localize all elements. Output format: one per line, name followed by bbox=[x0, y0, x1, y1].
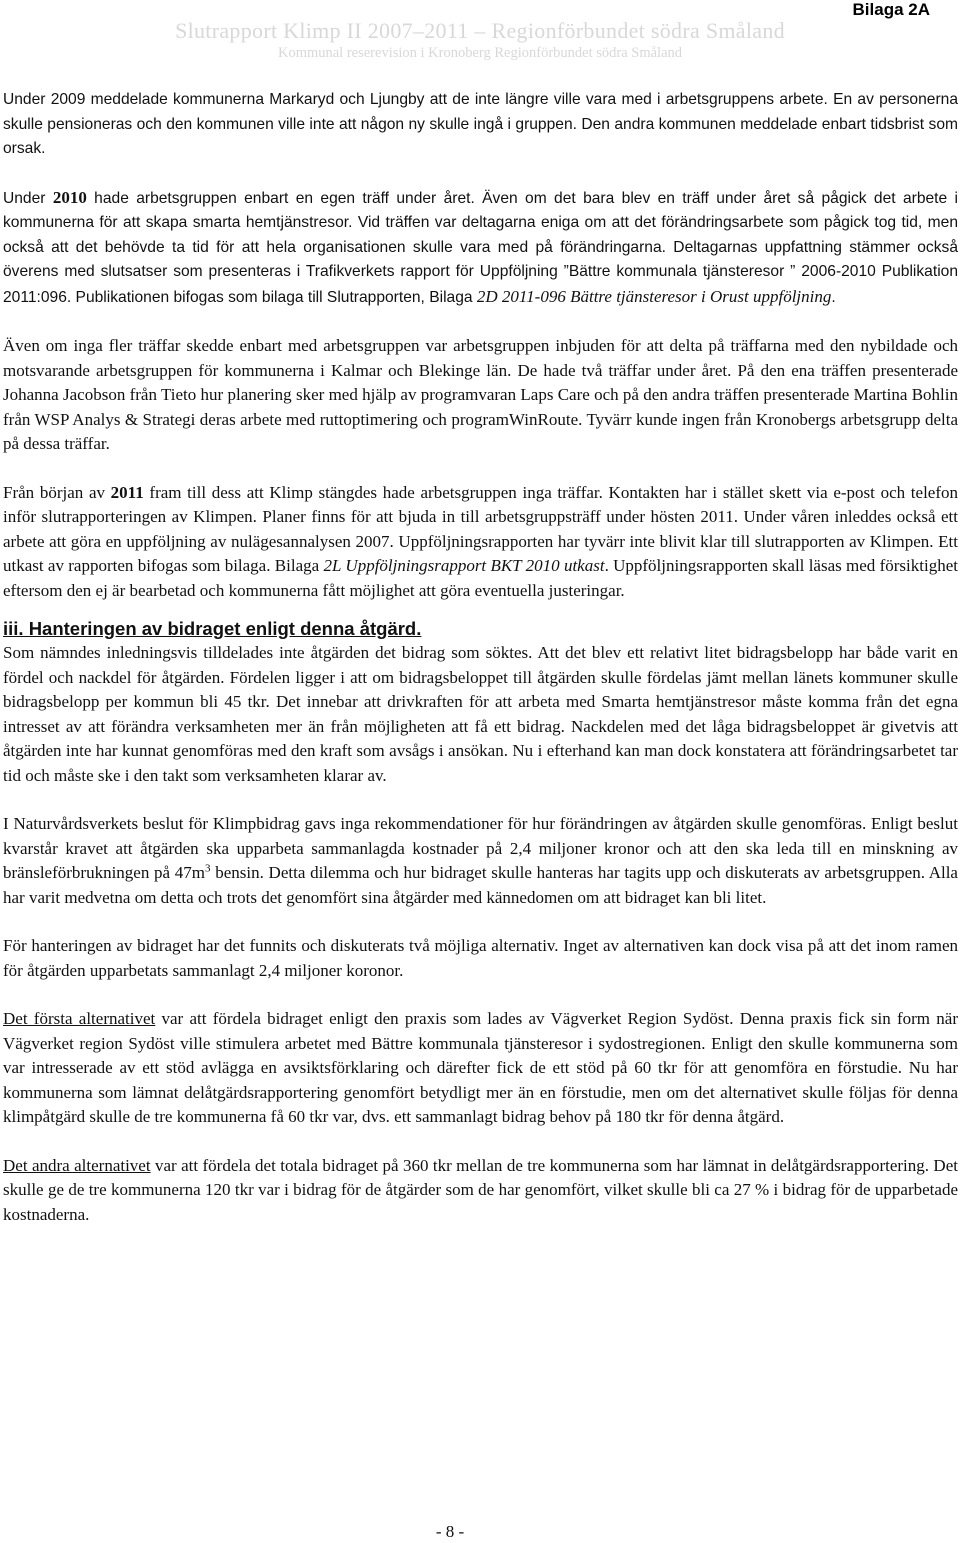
year-2011: 2011 bbox=[110, 482, 144, 502]
paragraph-2011 bbox=[3, 481, 958, 604]
text-run: var att fördela bidraget enligt den praxis som lades av Vägverket Region Sydöst. Denna praxis fick sin form när Vägverket region Sydöst ville stimulera arbetet med Bättre kommunala tjänsteresor i sydostregionen. Enligt den skulle kommunerna som var intresserade av ett stöd avlägga en avsiktsförklaring och därefter fick de ett stöd på 60 tkr för att genomföra en förstudie. Nu har kommunerna som lämnat delåtgärdsrapportering genomfört betydligt mer än en förstudie, men om det alternativet skulle följas för denna klimpåtgärd skulle de tre kommunerna få 60 tkr var, dvs. ett sammanlagt bidrag behov på 180 tkr för denna åtgärd. bbox=[3, 1009, 958, 1126]
paragraph-grant: Som nämndes inledningsvis tilldelades inte åtgärden det bidrag som söktes. Att det blev ett relativt litet bidragsbelopp har både varit en fördel och nackdel för åtgärden. Fördelen ligger i att om bidragsbeloppet till åtgärden skulle fördelas jämt mellan länets kommuner skulle bidragsbelopp per kommun bli 45 tkr. Det innebar att drivkraften för att arbeta med Smarta hemtjänstresor måste komma från det egna intresset av att förändra verksamheten mer än från möjligheten att få ett bidrag. Nackdelen med det låga bidragsbeloppet är givetvis att åtgärden inte har kunnat genomföras med den kraft som avsågs i ansökan. Nu i efterhand kan man dock konstatera att förändringsarbetet tar tid och måste ske i den takt som verksamheten klarar av. bbox=[3, 643, 958, 785]
text-run: . Uppföljningsrapporten skall läsas med försiktighet eftersom den ej är bearbetad och kommunerna fått möjlighet att göra eventuella justeringar. bbox=[3, 556, 958, 600]
text-run: bensin. Detta dilemma och hur bidraget skulle hanteras har tagits upp och diskuterats av arbetsgruppen. Alla har varit medvetna om detta och trots det genomfört sina åtgärder med kännedomen om att bidraget kan bli litet. bbox=[3, 863, 958, 907]
superscript: 3 bbox=[205, 862, 211, 875]
paragraph-meetings: Även om inga fler träffar skedde enbart med arbetsgruppen var arbetsgruppen inbjuden för att delta på träffarna med den nybildade och motsvarande arbetsgruppen för kommunerna i Kalmar och Blekinge län. De hade två träffar under året. På den ena träffen presenterade Johanna Jacobson från Tieto hur planering sker med hjälp av programvaran Laps Care och på den andra träffen presenterade Martina Bohlin från WSP Analys & Strategi deras arbete med ruttoptimering och programWinRoute. Tyvärr kunde ingen från Kronobergs arbetsgrupp delta på dessa träffar. bbox=[3, 336, 958, 453]
section-heading: iii. Hanteringen av bidraget enligt denna åtgärd. bbox=[3, 618, 422, 639]
year-2010: 2010 bbox=[52, 187, 87, 207]
text-run: fram till dess att Klimp stängdes hade arbetsgruppen inga träffar. Kontakten har i stället skett via e-post och telefon inför slutrapporteringen av Klimpen. Planer finns för att bjuda in till arbetsgruppsträff under hösten 2011. Under våren inleddes också ett arbete att göra en uppföljning av nulägesannalysen 2007. Uppföljningsrapporten har tyvärr inte blivit klar till slutrapporten av Klimpen. Ett utkast av rapporten bifogas som bilaga. Bilaga bbox=[3, 482, 958, 575]
appendix-reference: 2D 2011-096 Bättre tjänsteresor i Orust uppföljning bbox=[476, 286, 832, 306]
second-alternative-label: Det andra alternativet bbox=[3, 1155, 151, 1175]
text-run: hade arbetsgruppen enbart en egen träff under året. Även om det bara blev en träff under året så pågick det arbete i kommunerna för att skapa smarta hemtjänstresor. Vid träffen var deltagarna eniga om att det förändringsarbete som pågick tog tid, men också att det behövde ta tid för att hela organisationen skulle vara med på förändringarna. Deltagarnas uppfattning stämmer också överens med slutsatser som presenteras i Trafikverkets rapport för Uppföljning ”Bättre kommunala tjänsteresor ” 2006-2010 Publikation 2011:096. Publikationen bifogas som bilaga till Slutrapporten, Bilaga bbox=[3, 189, 958, 306]
header-subtitle: Kommunal reserevision i Kronoberg Regionförbundet södra Småland bbox=[277, 45, 683, 61]
paragraph-2009: Under 2009 meddelade kommunerna Markaryd och Ljungby att de inte längre ville vara med i arbetsgruppens arbete. En av personerna skulle pensioneras och den kommunen ville inte att någon ny skulle ingå i gruppen. Den andra kommunen meddelade enbart tidsbrist som orsak. bbox=[3, 91, 958, 157]
text-run: var att fördela det totala bidraget på 360 tkr mellan de tre kommunerna som har lämnat in delåtgärdsrapportering. Det skulle ge de tre kommunerna 120 tkr var i bidrag för de åtgärder som de har genomfört, vilket skulle bli ca 27 % i bidrag för de upparbetade kostnaderna. bbox=[3, 1155, 958, 1224]
paragraph-2010 bbox=[3, 186, 958, 311]
paragraph-second-alternative bbox=[3, 1154, 958, 1228]
appendix-label: Bilaga 2A bbox=[852, 0, 930, 19]
text-run: . bbox=[831, 288, 836, 306]
paragraph-naturvardsverket bbox=[3, 812, 958, 910]
paragraph-first-alternative bbox=[3, 1007, 958, 1130]
text-run: I Naturvårdsverkets beslut för Klimpbidrag gavs inga rekommendationer för hur förändringen av åtgärden skulle genomföras. Enligt beslut kvarstår kravet att åtgärden ska upparbeta sammanlagda kostnader på 2,4 miljoner kronor och att den ska leda till en minskning av bränsleförbrukningen på 47m bbox=[3, 814, 958, 882]
first-alternative-label: Det första alternativet bbox=[3, 1009, 156, 1028]
text-run: Under bbox=[3, 189, 53, 207]
appendix-reference: 2L Uppföljningsrapport BKT 2010 utkast bbox=[323, 556, 605, 575]
text-run: Från början av bbox=[3, 482, 111, 502]
header-title: Slutrapport Klimp II 2007–2011 – Regionförbundet södra Småland bbox=[175, 18, 785, 43]
paragraph-alternatives: För hanteringen av bidraget har det funnits och diskuterats två möjliga alternativ. Inget av alternativen kan dock visa på att det inom ramen för åtgärden upparbetats sammanlagt 2,4 miljoner koronor. bbox=[3, 936, 958, 980]
page-number: - 8 - bbox=[435, 1522, 465, 1541]
document-body bbox=[3, 88, 958, 1227]
